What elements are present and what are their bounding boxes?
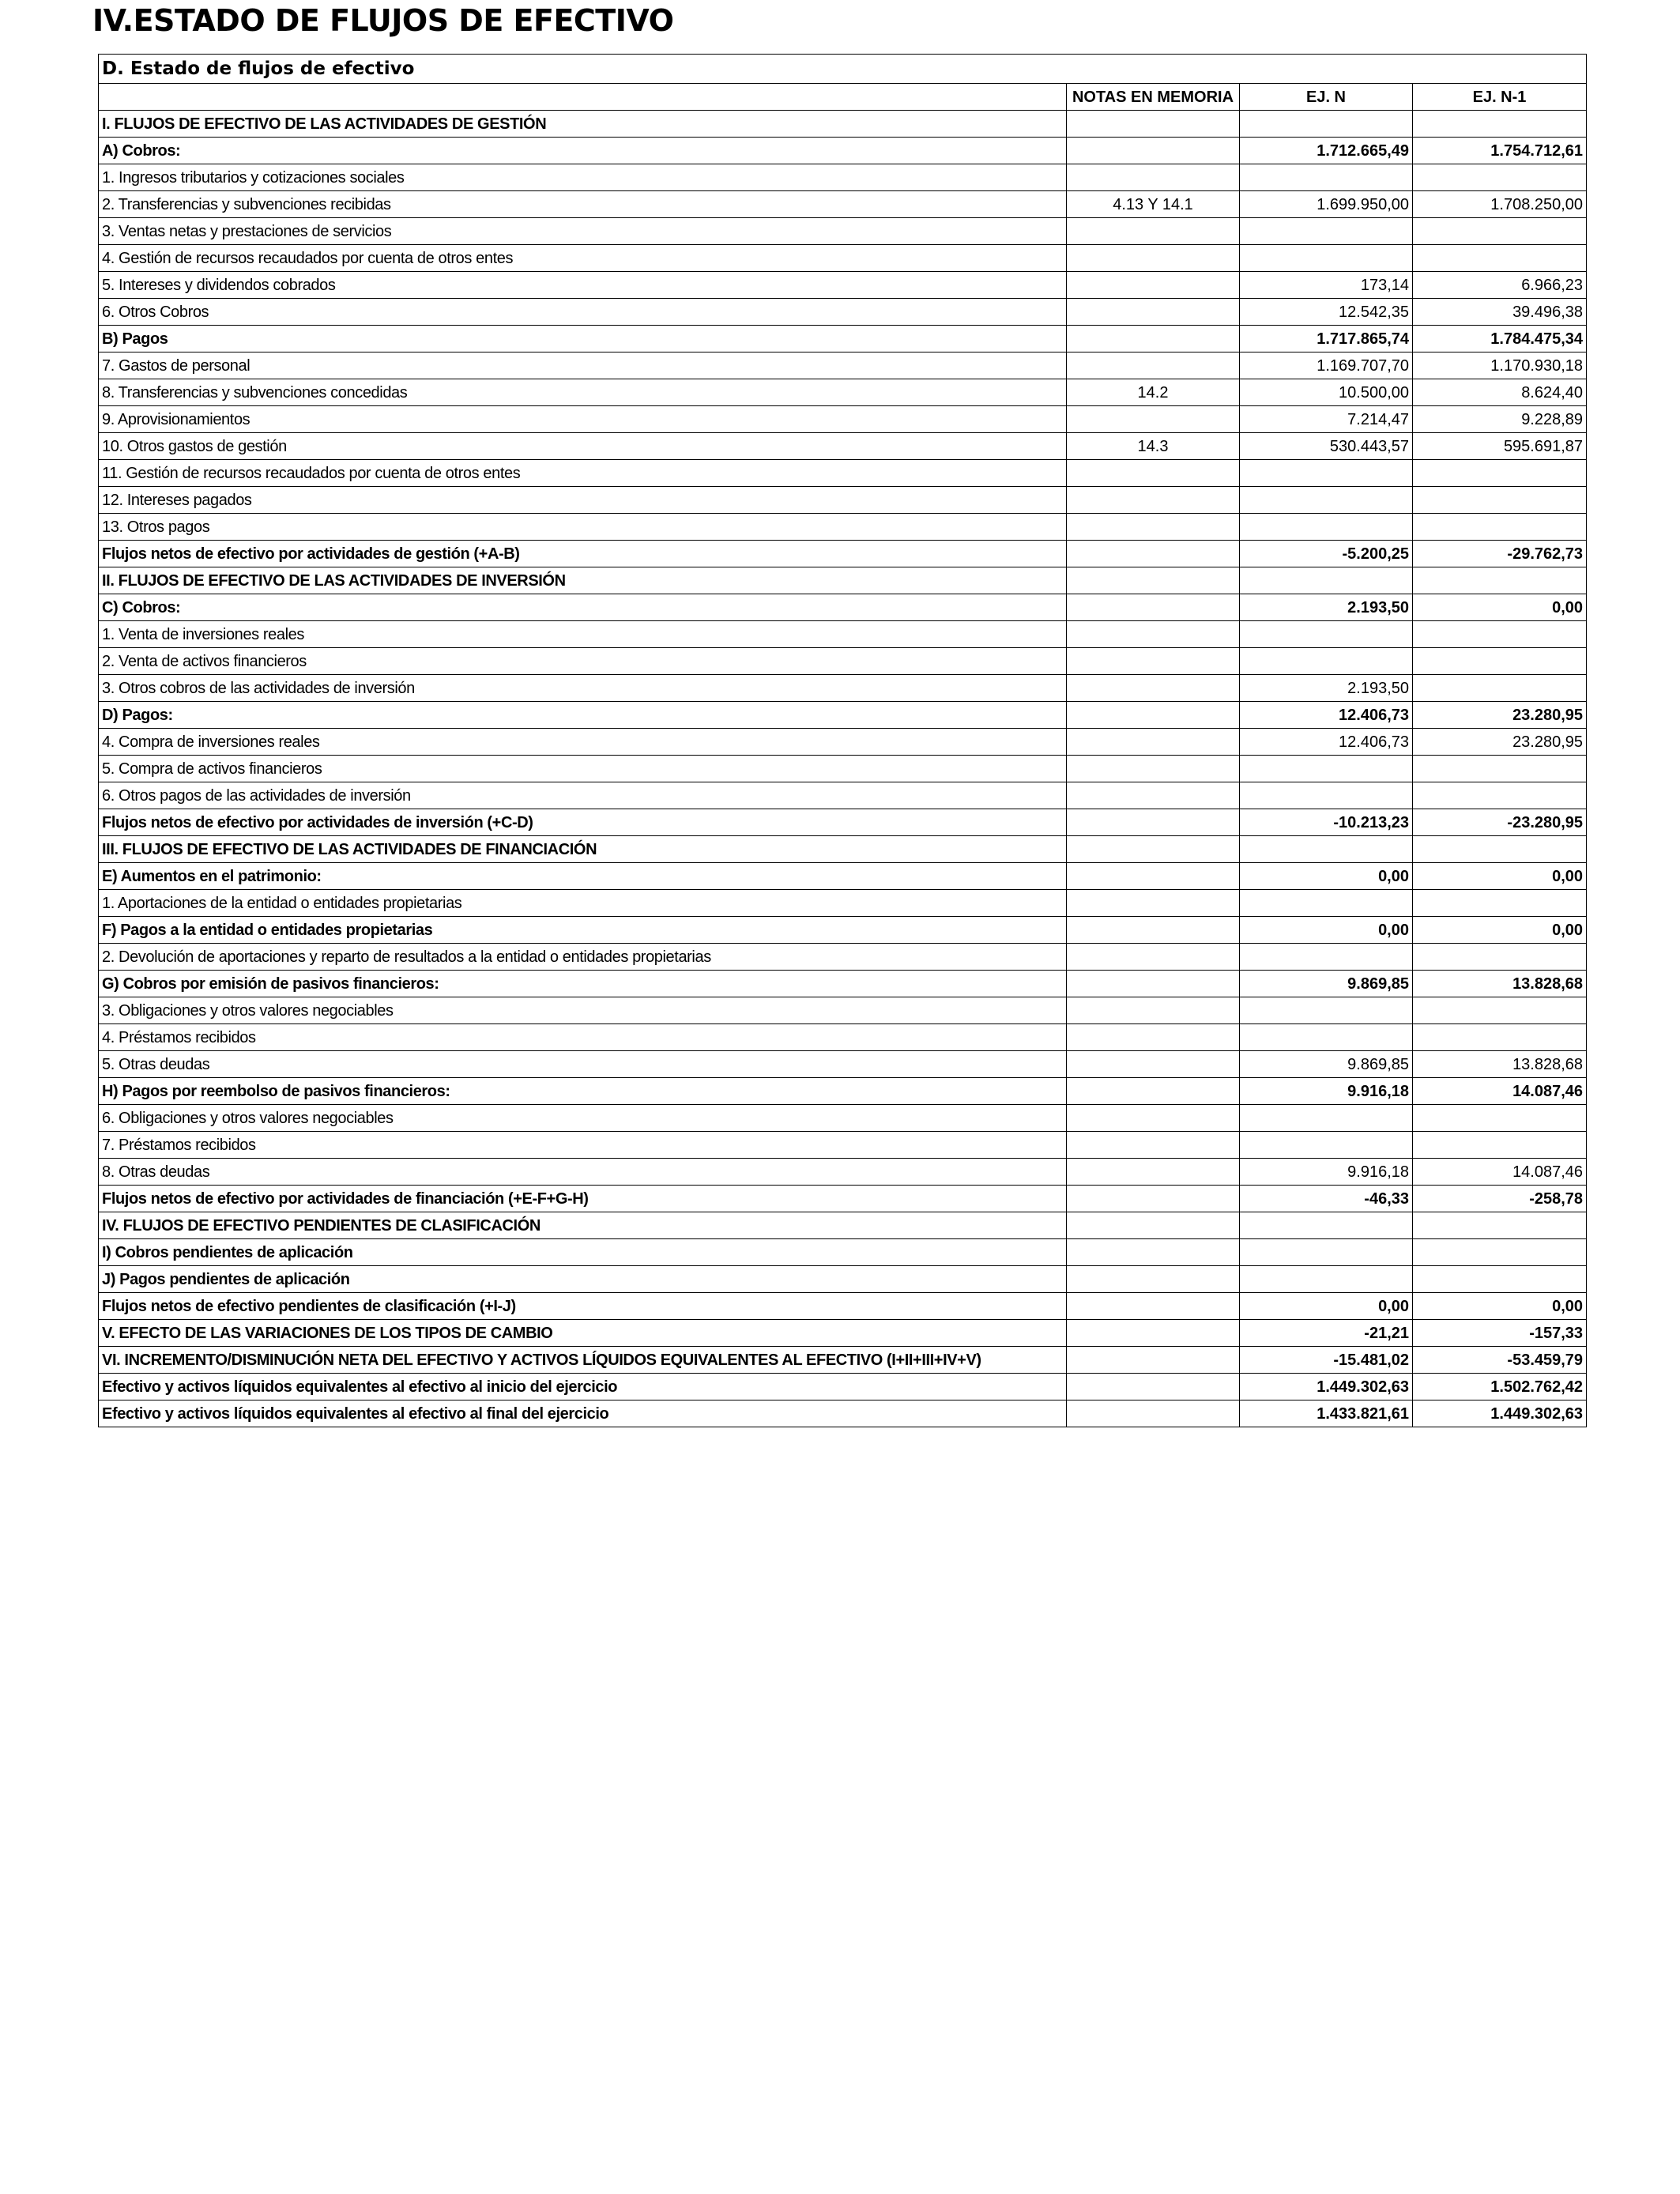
row-label: 1. Ingresos tributarios y cotizaciones sociales — [99, 164, 1067, 191]
table-row — [99, 1078, 1587, 1105]
row-label: IV. FLUJOS DE EFECTIVO PENDIENTES DE CLASIFICACIÓN — [99, 1212, 1067, 1239]
row-notes — [1067, 675, 1240, 702]
row-value-ej-n: -5.200,25 — [1240, 541, 1413, 567]
row-value-ej-n — [1240, 890, 1413, 917]
row-value-ej-n — [1240, 648, 1413, 675]
row-label: B) Pagos — [99, 326, 1067, 352]
row-label: 6. Obligaciones y otros valores negociables — [99, 1105, 1067, 1132]
row-value-ej-n: 9.916,18 — [1240, 1078, 1413, 1105]
row-value-ej-n1: 23.280,95 — [1413, 702, 1587, 729]
row-notes — [1067, 487, 1240, 514]
table-row — [99, 997, 1587, 1024]
row-notes — [1067, 917, 1240, 944]
row-label: 9. Aprovisionamientos — [99, 406, 1067, 433]
row-notes — [1067, 541, 1240, 567]
row-label: 4. Compra de inversiones reales — [99, 729, 1067, 756]
row-value-ej-n — [1240, 460, 1413, 487]
row-notes — [1067, 245, 1240, 272]
cash-flow-table-body — [99, 55, 1587, 1427]
table-row — [99, 675, 1587, 702]
row-notes — [1067, 1293, 1240, 1320]
row-value-ej-n: 12.406,73 — [1240, 702, 1413, 729]
row-value-ej-n: 1.449.302,63 — [1240, 1374, 1413, 1400]
table-row — [99, 621, 1587, 648]
row-value-ej-n — [1240, 514, 1413, 541]
row-value-ej-n: 1.169.707,70 — [1240, 352, 1413, 379]
row-value-ej-n1: 13.828,68 — [1413, 971, 1587, 997]
row-value-ej-n: 173,14 — [1240, 272, 1413, 299]
cash-flow-table — [98, 54, 1587, 1427]
row-label: G) Cobros por emisión de pasivos financieros: — [99, 971, 1067, 997]
row-value-ej-n1 — [1413, 1024, 1587, 1051]
table-row — [99, 1186, 1587, 1212]
table-row — [99, 729, 1587, 756]
row-notes — [1067, 971, 1240, 997]
table-row — [99, 272, 1587, 299]
row-notes — [1067, 836, 1240, 863]
row-label: 8. Otras deudas — [99, 1159, 1067, 1186]
row-value-ej-n — [1240, 756, 1413, 782]
row-notes — [1067, 460, 1240, 487]
row-value-ej-n: 530.443,57 — [1240, 433, 1413, 460]
row-notes — [1067, 1266, 1240, 1293]
row-notes — [1067, 1024, 1240, 1051]
table-row — [99, 433, 1587, 460]
table-row — [99, 1347, 1587, 1374]
row-value-ej-n1 — [1413, 756, 1587, 782]
table-row — [99, 191, 1587, 218]
row-label: 2. Venta de activos financieros — [99, 648, 1067, 675]
row-notes — [1067, 1159, 1240, 1186]
row-value-ej-n — [1240, 621, 1413, 648]
table-row — [99, 1132, 1587, 1159]
row-label: 2. Transferencias y subvenciones recibidas — [99, 191, 1067, 218]
row-value-ej-n: 2.193,50 — [1240, 594, 1413, 621]
row-label: 3. Ventas netas y prestaciones de servicios — [99, 218, 1067, 245]
table-row — [99, 1293, 1587, 1320]
row-value-ej-n1 — [1413, 245, 1587, 272]
row-notes — [1067, 648, 1240, 675]
row-label: Flujos netos de efectivo por actividades de financiación (+E-F+G-H) — [99, 1186, 1067, 1212]
table-header-row — [99, 84, 1587, 111]
row-value-ej-n — [1240, 164, 1413, 191]
row-value-ej-n: 10.500,00 — [1240, 379, 1413, 406]
table-row — [99, 809, 1587, 836]
table-caption: D. Estado de flujos de efectivo — [99, 55, 1587, 84]
header-blank-cell — [99, 84, 1067, 111]
row-label: 5. Compra de activos financieros — [99, 756, 1067, 782]
row-value-ej-n: 1.699.950,00 — [1240, 191, 1413, 218]
row-value-ej-n — [1240, 1239, 1413, 1266]
row-notes — [1067, 890, 1240, 917]
row-value-ej-n: 1.717.865,74 — [1240, 326, 1413, 352]
table-row — [99, 594, 1587, 621]
table-row — [99, 541, 1587, 567]
row-value-ej-n — [1240, 218, 1413, 245]
row-label: II. FLUJOS DE EFECTIVO DE LAS ACTIVIDADES DE INVERSIÓN — [99, 567, 1067, 594]
row-label: Efectivo y activos líquidos equivalentes al efectivo al final del ejercicio — [99, 1400, 1067, 1427]
row-label: 7. Gastos de personal — [99, 352, 1067, 379]
row-value-ej-n: 0,00 — [1240, 917, 1413, 944]
row-value-ej-n1 — [1413, 944, 1587, 971]
row-value-ej-n: 12.406,73 — [1240, 729, 1413, 756]
row-value-ej-n1: 1.449.302,63 — [1413, 1400, 1587, 1427]
row-label: 6. Otros pagos de las actividades de inversión — [99, 782, 1067, 809]
row-value-ej-n — [1240, 782, 1413, 809]
row-value-ej-n1: 1.754.712,61 — [1413, 138, 1587, 164]
row-value-ej-n1 — [1413, 487, 1587, 514]
table-row — [99, 836, 1587, 863]
table-row — [99, 702, 1587, 729]
row-value-ej-n1: 0,00 — [1413, 917, 1587, 944]
column-header-notes: NOTAS EN MEMORIA — [1067, 84, 1240, 111]
row-notes — [1067, 1132, 1240, 1159]
row-label: I) Cobros pendientes de aplicación — [99, 1239, 1067, 1266]
row-value-ej-n1: 9.228,89 — [1413, 406, 1587, 433]
row-label: 12. Intereses pagados — [99, 487, 1067, 514]
row-value-ej-n1: 39.496,38 — [1413, 299, 1587, 326]
row-notes — [1067, 1105, 1240, 1132]
row-value-ej-n: 0,00 — [1240, 863, 1413, 890]
table-row — [99, 1024, 1587, 1051]
table-row — [99, 944, 1587, 971]
page-title: IV.ESTADO DE FLUJOS DE EFECTIVO — [92, 3, 674, 38]
row-notes — [1067, 863, 1240, 890]
table-row — [99, 1105, 1587, 1132]
row-value-ej-n: 1.433.821,61 — [1240, 1400, 1413, 1427]
row-notes — [1067, 1078, 1240, 1105]
table-row — [99, 890, 1587, 917]
row-value-ej-n — [1240, 487, 1413, 514]
table-row — [99, 863, 1587, 890]
row-notes — [1067, 1186, 1240, 1212]
row-label: V. EFECTO DE LAS VARIACIONES DE LOS TIPOS DE CAMBIO — [99, 1320, 1067, 1347]
row-value-ej-n1: -23.280,95 — [1413, 809, 1587, 836]
row-value-ej-n: -15.481,02 — [1240, 1347, 1413, 1374]
row-value-ej-n1: -53.459,79 — [1413, 1347, 1587, 1374]
row-label: 3. Otros cobros de las actividades de inversión — [99, 675, 1067, 702]
table-row — [99, 487, 1587, 514]
row-notes — [1067, 111, 1240, 138]
row-value-ej-n1: 0,00 — [1413, 863, 1587, 890]
row-label: J) Pagos pendientes de aplicación — [99, 1266, 1067, 1293]
table-row — [99, 514, 1587, 541]
row-value-ej-n — [1240, 245, 1413, 272]
table-row — [99, 1239, 1587, 1266]
table-row — [99, 1159, 1587, 1186]
row-value-ej-n — [1240, 836, 1413, 863]
row-notes — [1067, 621, 1240, 648]
table-row — [99, 379, 1587, 406]
row-label: Flujos netos de efectivo por actividades de gestión (+A-B) — [99, 541, 1067, 567]
row-notes — [1067, 218, 1240, 245]
table-row — [99, 218, 1587, 245]
column-header-ej-n1: EJ. N-1 — [1413, 84, 1587, 111]
row-value-ej-n — [1240, 111, 1413, 138]
row-notes — [1067, 164, 1240, 191]
table-row — [99, 299, 1587, 326]
table-row — [99, 111, 1587, 138]
row-label: A) Cobros: — [99, 138, 1067, 164]
row-notes — [1067, 782, 1240, 809]
row-value-ej-n1: 1.502.762,42 — [1413, 1374, 1587, 1400]
row-label: Efectivo y activos líquidos equivalentes al efectivo al inicio del ejercicio — [99, 1374, 1067, 1400]
table-row — [99, 1320, 1587, 1347]
row-notes — [1067, 272, 1240, 299]
row-label: 5. Intereses y dividendos cobrados — [99, 272, 1067, 299]
table-caption-row — [99, 55, 1587, 84]
row-value-ej-n: 2.193,50 — [1240, 675, 1413, 702]
row-value-ej-n1 — [1413, 1266, 1587, 1293]
row-value-ej-n: 7.214,47 — [1240, 406, 1413, 433]
row-notes — [1067, 138, 1240, 164]
row-label: III. FLUJOS DE EFECTIVO DE LAS ACTIVIDADES DE FINANCIACIÓN — [99, 836, 1067, 863]
table-row — [99, 138, 1587, 164]
row-notes — [1067, 1320, 1240, 1347]
row-label: 1. Venta de inversiones reales — [99, 621, 1067, 648]
row-notes — [1067, 514, 1240, 541]
row-notes — [1067, 567, 1240, 594]
row-label: I. FLUJOS DE EFECTIVO DE LAS ACTIVIDADES DE GESTIÓN — [99, 111, 1067, 138]
row-value-ej-n1 — [1413, 164, 1587, 191]
row-value-ej-n: 9.869,85 — [1240, 971, 1413, 997]
row-value-ej-n: 9.869,85 — [1240, 1051, 1413, 1078]
row-value-ej-n1 — [1413, 890, 1587, 917]
row-value-ej-n1: 8.624,40 — [1413, 379, 1587, 406]
row-label: D) Pagos: — [99, 702, 1067, 729]
row-value-ej-n1 — [1413, 1239, 1587, 1266]
row-value-ej-n1: -258,78 — [1413, 1186, 1587, 1212]
row-notes — [1067, 809, 1240, 836]
row-value-ej-n: -10.213,23 — [1240, 809, 1413, 836]
row-label: H) Pagos por reembolso de pasivos financieros: — [99, 1078, 1067, 1105]
table-row — [99, 917, 1587, 944]
row-value-ej-n1 — [1413, 1132, 1587, 1159]
row-label: 5. Otras deudas — [99, 1051, 1067, 1078]
row-value-ej-n — [1240, 1266, 1413, 1293]
table-row — [99, 406, 1587, 433]
table-row — [99, 326, 1587, 352]
row-notes: 14.3 — [1067, 433, 1240, 460]
row-notes — [1067, 594, 1240, 621]
row-label: Flujos netos de efectivo pendientes de clasificación (+I-J) — [99, 1293, 1067, 1320]
table-row — [99, 164, 1587, 191]
row-value-ej-n1 — [1413, 218, 1587, 245]
table-row — [99, 1266, 1587, 1293]
row-label: 8. Transferencias y subvenciones concedidas — [99, 379, 1067, 406]
row-label: F) Pagos a la entidad o entidades propietarias — [99, 917, 1067, 944]
row-value-ej-n1 — [1413, 675, 1587, 702]
table-row — [99, 1212, 1587, 1239]
row-value-ej-n: -21,21 — [1240, 1320, 1413, 1347]
column-header-ej-n: EJ. N — [1240, 84, 1413, 111]
row-value-ej-n1: 595.691,87 — [1413, 433, 1587, 460]
table-row — [99, 756, 1587, 782]
table-row — [99, 245, 1587, 272]
row-value-ej-n1: 1.708.250,00 — [1413, 191, 1587, 218]
row-notes — [1067, 406, 1240, 433]
row-notes — [1067, 1400, 1240, 1427]
row-value-ej-n — [1240, 1132, 1413, 1159]
row-label: 11. Gestión de recursos recaudados por cuenta de otros entes — [99, 460, 1067, 487]
row-value-ej-n1: 6.966,23 — [1413, 272, 1587, 299]
row-value-ej-n1 — [1413, 836, 1587, 863]
row-value-ej-n: 0,00 — [1240, 1293, 1413, 1320]
row-value-ej-n1: 0,00 — [1413, 594, 1587, 621]
row-value-ej-n: 9.916,18 — [1240, 1159, 1413, 1186]
row-notes — [1067, 1374, 1240, 1400]
table-row — [99, 782, 1587, 809]
row-label: C) Cobros: — [99, 594, 1067, 621]
row-notes — [1067, 1239, 1240, 1266]
row-label: Flujos netos de efectivo por actividades de inversión (+C-D) — [99, 809, 1067, 836]
row-value-ej-n — [1240, 1105, 1413, 1132]
row-value-ej-n1 — [1413, 460, 1587, 487]
row-notes — [1067, 1051, 1240, 1078]
table-row — [99, 460, 1587, 487]
table-row — [99, 567, 1587, 594]
row-value-ej-n: -46,33 — [1240, 1186, 1413, 1212]
row-value-ej-n1 — [1413, 567, 1587, 594]
row-value-ej-n1: 1.170.930,18 — [1413, 352, 1587, 379]
row-notes — [1067, 702, 1240, 729]
row-label: E) Aumentos en el patrimonio: — [99, 863, 1067, 890]
row-notes — [1067, 756, 1240, 782]
table-row — [99, 1374, 1587, 1400]
row-label: 3. Obligaciones y otros valores negociables — [99, 997, 1067, 1024]
row-notes — [1067, 299, 1240, 326]
row-notes — [1067, 352, 1240, 379]
table-row — [99, 971, 1587, 997]
row-notes — [1067, 1347, 1240, 1374]
row-label: 4. Préstamos recibidos — [99, 1024, 1067, 1051]
row-label: 10. Otros gastos de gestión — [99, 433, 1067, 460]
row-value-ej-n1 — [1413, 621, 1587, 648]
row-notes: 14.2 — [1067, 379, 1240, 406]
row-value-ej-n: 12.542,35 — [1240, 299, 1413, 326]
row-value-ej-n1: -157,33 — [1413, 1320, 1587, 1347]
row-value-ej-n — [1240, 997, 1413, 1024]
row-value-ej-n1: 23.280,95 — [1413, 729, 1587, 756]
row-value-ej-n1 — [1413, 1212, 1587, 1239]
row-label: 7. Préstamos recibidos — [99, 1132, 1067, 1159]
row-notes — [1067, 944, 1240, 971]
row-value-ej-n — [1240, 1024, 1413, 1051]
row-label: 13. Otros pagos — [99, 514, 1067, 541]
row-notes — [1067, 997, 1240, 1024]
row-value-ej-n1 — [1413, 997, 1587, 1024]
row-notes — [1067, 326, 1240, 352]
table-row — [99, 1400, 1587, 1427]
row-value-ej-n: 1.712.665,49 — [1240, 138, 1413, 164]
row-value-ej-n1 — [1413, 111, 1587, 138]
table-row — [99, 1051, 1587, 1078]
row-value-ej-n1 — [1413, 1105, 1587, 1132]
row-label: 6. Otros Cobros — [99, 299, 1067, 326]
row-value-ej-n1: 14.087,46 — [1413, 1159, 1587, 1186]
row-value-ej-n1 — [1413, 514, 1587, 541]
row-notes — [1067, 1212, 1240, 1239]
row-value-ej-n1 — [1413, 648, 1587, 675]
row-value-ej-n1: 1.784.475,34 — [1413, 326, 1587, 352]
table-row — [99, 352, 1587, 379]
row-value-ej-n1: -29.762,73 — [1413, 541, 1587, 567]
row-value-ej-n — [1240, 944, 1413, 971]
row-value-ej-n1: 14.087,46 — [1413, 1078, 1587, 1105]
row-value-ej-n1 — [1413, 782, 1587, 809]
row-value-ej-n — [1240, 1212, 1413, 1239]
row-label: VI. INCREMENTO/DISMINUCIÓN NETA DEL EFECTIVO Y ACTIVOS LÍQUIDOS EQUIVALENTES AL EFECTIVO (I+II+III+IV+V) — [99, 1347, 1067, 1374]
row-label: 4. Gestión de recursos recaudados por cuenta de otros entes — [99, 245, 1067, 272]
row-label: 2. Devolución de aportaciones y reparto de resultados a la entidad o entidades propietarias — [99, 944, 1067, 971]
row-notes — [1067, 729, 1240, 756]
row-value-ej-n — [1240, 567, 1413, 594]
row-value-ej-n1: 0,00 — [1413, 1293, 1587, 1320]
row-notes: 4.13 Y 14.1 — [1067, 191, 1240, 218]
table-row — [99, 648, 1587, 675]
row-value-ej-n1: 13.828,68 — [1413, 1051, 1587, 1078]
row-label: 1. Aportaciones de la entidad o entidades propietarias — [99, 890, 1067, 917]
